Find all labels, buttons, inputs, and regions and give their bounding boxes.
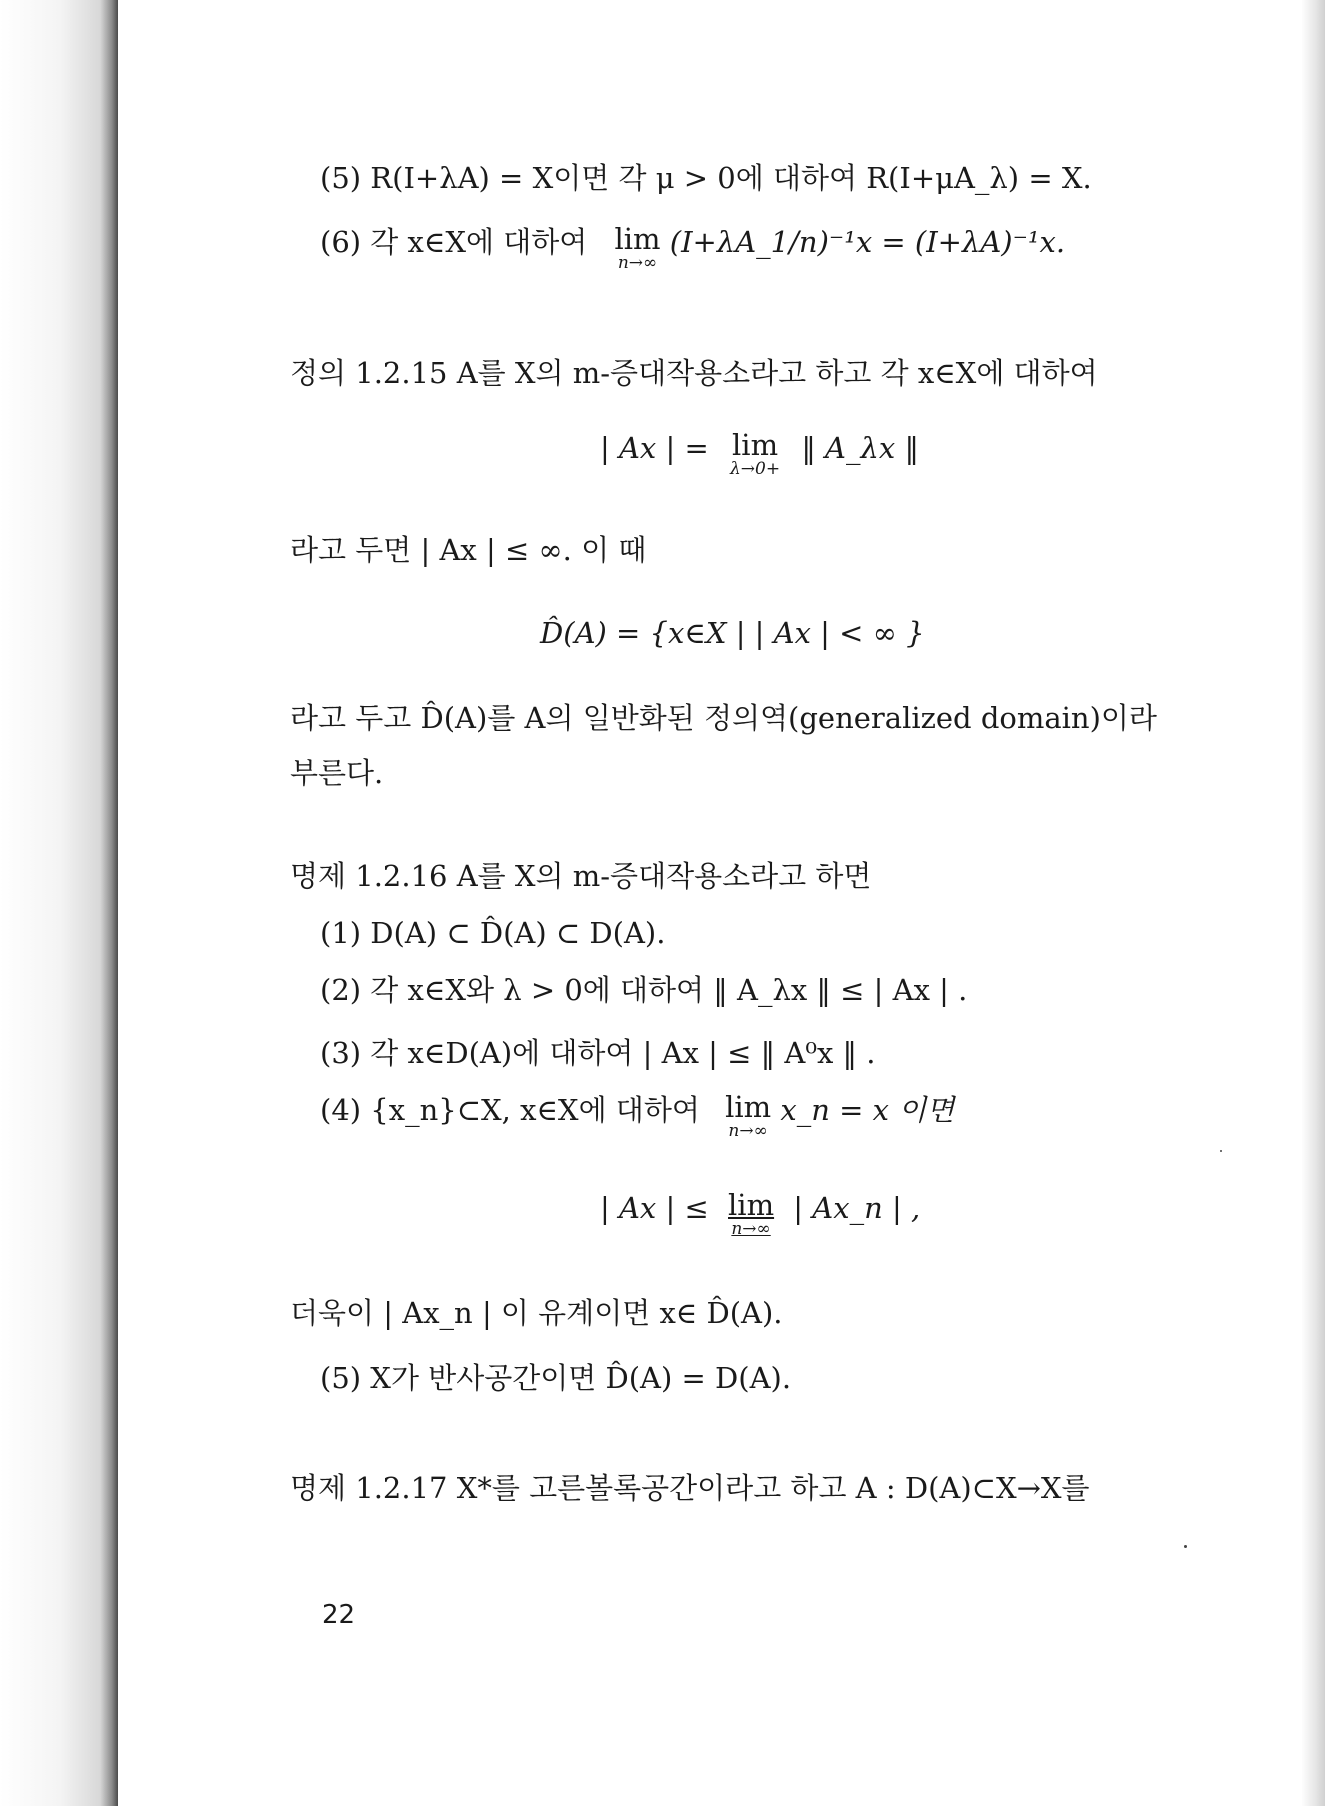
- proposition-16-text-after: 더욱이 | Ax_n | 이 유계이면 x∈ D̂(A).: [290, 1296, 783, 1330]
- page-edge-shadow: [1301, 0, 1325, 1806]
- page-number: 22: [322, 1600, 356, 1630]
- item-6-top: (6) 각 x∈X에 대하여 lim n→∞ (I+λA_1/n)⁻¹x = (I+λA)⁻¹x.: [320, 222, 1066, 273]
- definition-text-line1: 라고 두고 D̂(A)를 A의 일반화된 정의역(generalized domain)이라: [290, 701, 1157, 735]
- definition-text-line2: 부른다.: [290, 756, 384, 790]
- item-5-top: (5) R(I+λA) = X이면 각 μ > 0에 대하여 R(I+μA_λ) = X.: [320, 161, 1092, 195]
- definition-heading: 정의 1.2.15 A를 X의 m-증대작용소라고 하고 각 x∈X에 대하여: [290, 356, 1098, 390]
- liminf-operator: lim n→∞: [728, 1188, 775, 1239]
- proposition-16-item2: (2) 각 x∈X와 λ > 0에 대하여 ‖ A_λx ‖ ≤ | Ax | .: [320, 973, 968, 1007]
- proposition-16-formula: | Ax | ≤ lim n→∞ | Ax_n | ,: [600, 1188, 921, 1239]
- proposition-17-heading: 명제 1.2.17 X*를 고른볼록공간이라고 하고 A : D(A)⊂X→X를: [290, 1471, 1090, 1505]
- lim-operator: lim n→∞: [614, 222, 661, 273]
- definition-text-after: 라고 두면 | Ax | ≤ ∞. 이 때: [290, 533, 647, 567]
- proposition-16-heading: 명제 1.2.16 A를 X의 m-증대작용소라고 하면: [290, 859, 872, 893]
- proposition-16-item4: (4) {x_n}⊂X, x∈X에 대하여 lim n→∞ x_n = x 이면: [320, 1090, 955, 1141]
- book-binding-shadow: [0, 0, 118, 1806]
- book-page: [122, 0, 1302, 1806]
- proposition-16-item5: (5) X가 반사공간이면 D̂(A) = D(A).: [320, 1361, 792, 1395]
- proposition-16-item3: (3) 각 x∈D(A)에 대하여 | Ax | ≤ ‖ A⁰x ‖ .: [320, 1036, 876, 1070]
- proposition-16-item1: (1) D(A) ⊂ D̂(A) ⊂ D(A).: [320, 916, 666, 950]
- scan-speck: [1184, 1545, 1187, 1548]
- scan-speck: [1220, 1150, 1222, 1152]
- lim-operator: lim λ→0+: [730, 428, 781, 479]
- domain-formula: D̂(A) = {x∈X | | Ax | < ∞ }: [540, 616, 925, 650]
- lim-operator: lim n→∞: [725, 1090, 772, 1141]
- definition-formula: | Ax | = lim λ→0+ ‖ A_λx ‖: [600, 428, 919, 479]
